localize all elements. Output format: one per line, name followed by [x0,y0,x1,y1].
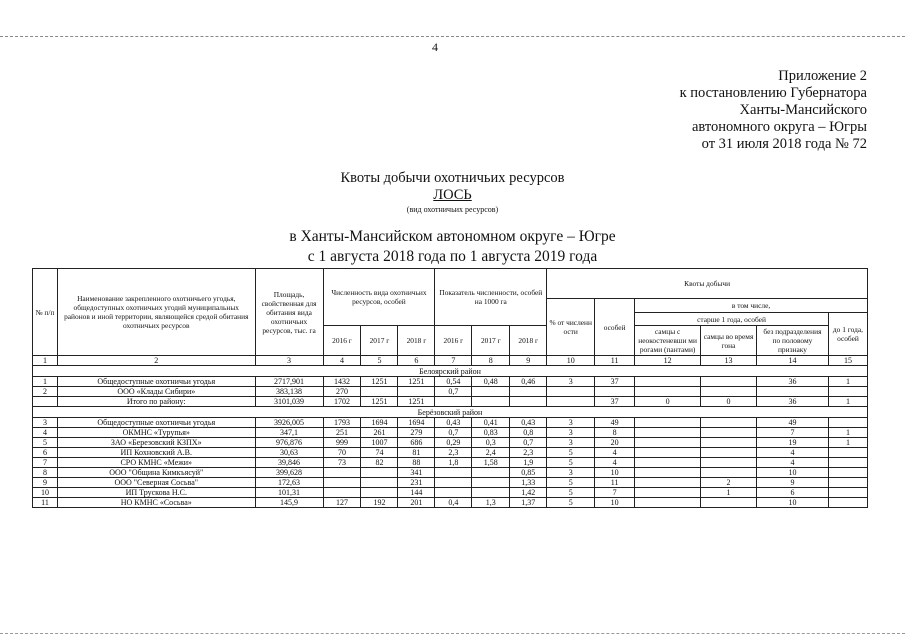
table-cell: 8 [33,468,58,478]
table-cell: 1 [828,377,867,387]
table-cell [635,438,701,448]
table-cell [472,397,510,407]
table-cell: 12 [635,356,701,366]
table-cell: 2717,901 [255,377,323,387]
table-cell: 0 [701,397,757,407]
table-cell [635,377,701,387]
table-cell [828,478,867,488]
table-cell: 7 [595,488,635,498]
table-cell: 4 [756,448,828,458]
table-cell: 1,37 [510,498,547,508]
table-cell: 0,7 [435,387,472,397]
table-cell [828,458,867,468]
table-cell: 9 [33,478,58,488]
table-cell [635,387,701,397]
table-cell: 49 [595,418,635,428]
table-cell [472,478,510,488]
table-cell [635,478,701,488]
section-row [33,366,868,377]
table-cell: ИП Трускова Н.С. [57,488,255,498]
table-cell: Итого по району: [57,397,255,407]
table-cell [323,488,361,498]
table-cell: 0,3 [472,438,510,448]
table-cell: ЗАО «Березовский КЗПХ» [57,438,255,448]
table-row [33,488,868,498]
table-cell: 36 [756,397,828,407]
table-cell [323,468,361,478]
table-cell [756,387,828,397]
table-cell: 82 [361,458,398,468]
table-cell [828,488,867,498]
header-males-horns: самцы с неокостеневши ми рогами (пантами) [635,326,701,356]
table-cell [547,387,595,397]
table-cell: 270 [323,387,361,397]
table-cell: 81 [398,448,435,458]
table-cell [701,498,757,508]
table-cell: 1793 [323,418,361,428]
table-cell [435,468,472,478]
table-cell: 5 [547,458,595,468]
header-including: в том числе, [635,299,868,313]
table-cell: 1007 [361,438,398,448]
table-cell [635,428,701,438]
table-cell [701,438,757,448]
table-cell: 1,42 [510,488,547,498]
table-cell [701,458,757,468]
table-cell [635,458,701,468]
table-cell: 3101,039 [255,397,323,407]
table-cell: 8 [472,356,510,366]
header-year-2016: 2016 г [435,326,472,356]
region-title: в Ханты-Мансийском автономном округе – Югре [289,228,616,245]
table-cell [701,448,757,458]
table-cell: 2 [57,356,255,366]
table-cell [828,387,867,397]
period-title: с 1 августа 2018 года по 1 августа 2019 года [307,248,598,265]
table-cell: 74 [361,448,398,458]
table-cell [701,387,757,397]
table-cell [435,397,472,407]
header-area: Площадь, свойственная для обитания вида охотничьих ресурсов, тыс. га [255,269,323,356]
table-cell: 0,83 [472,428,510,438]
table-cell: 5 [547,478,595,488]
header-year-2016: 2016 г [323,326,361,356]
table-cell: 976,876 [255,438,323,448]
table-cell: 347,1 [255,428,323,438]
table-cell: 0,48 [472,377,510,387]
table-cell: 5 [547,448,595,458]
table-cell: 1,3 [472,498,510,508]
table-cell: 2 [701,478,757,488]
table-cell: 0,43 [510,418,547,428]
table-cell: 399,628 [255,468,323,478]
species-name: ЛОСЬ [433,187,472,203]
table-row [33,428,868,438]
quota-table [32,268,868,508]
table-cell: 49 [756,418,828,428]
table-cell: 144 [398,488,435,498]
table-cell: 4 [595,458,635,468]
table-cell: 1251 [398,397,435,407]
table-cell: 0,29 [435,438,472,448]
table-cell [472,387,510,397]
table-cell: 10 [595,498,635,508]
table-cell: 3 [547,468,595,478]
table-cell [323,478,361,488]
table-cell: 0,54 [435,377,472,387]
table-cell: 3 [547,428,595,438]
table-cell: 4 [33,428,58,438]
table-cell: 0,8 [510,428,547,438]
document-title: Квоты добычи охотничьих ресурсов [340,170,565,186]
header-year-2017: 2017 г [472,326,510,356]
header-name: Наименование закрепленного охотничьего угодья, общедоступных охотничьих угодий муниципальных районов и иной территории, являющейся средой обитания охотничьих ресурсов [57,269,255,356]
table-cell: 30,63 [255,448,323,458]
table-cell: 88 [398,458,435,468]
table-cell: НО КМНС «Сосьва» [57,498,255,508]
table-cell [701,418,757,428]
table-cell: 10 [33,488,58,498]
table-cell: 0,4 [435,498,472,508]
table-cell: 1,8 [435,458,472,468]
table-cell: 101,31 [255,488,323,498]
table-cell: 39,846 [255,458,323,468]
table-cell: 1251 [398,377,435,387]
table-cell [595,387,635,397]
appendix-block [680,68,867,153]
header-males-rut: самцы во время гона [701,326,757,356]
table-cell: 1251 [361,397,398,407]
section-row [33,407,868,418]
table-cell: 7 [435,356,472,366]
table-cell [361,488,398,498]
column-number-row [33,356,868,366]
table-cell: 1 [828,428,867,438]
table-cell: ООО «Клады Сибири» [57,387,255,397]
appendix-line: к постановлению Губернатора [679,85,867,101]
table-cell: 3 [33,418,58,428]
appendix-line: от 31 июля 2018 года № 72 [701,136,867,152]
table-cell: 10 [547,356,595,366]
table-cell [701,428,757,438]
table-row [33,478,868,488]
section-title: Белоярский район [33,366,868,377]
table-cell [472,488,510,498]
table-cell: 4 [323,356,361,366]
table-cell: 3 [255,356,323,366]
table-cell: 0,7 [435,428,472,438]
table-cell: 201 [398,498,435,508]
header-individuals: особей [595,299,635,356]
table-cell [472,468,510,478]
table-cell: 1 [701,488,757,498]
table-cell: 1 [33,377,58,387]
table-cell [828,448,867,458]
table-cell: 4 [595,448,635,458]
header-density: Показатель численности, особей на 1000 га [435,269,547,326]
table-cell: 1694 [361,418,398,428]
table-cell: 9 [510,356,547,366]
total-row [33,397,868,407]
table-cell [361,478,398,488]
table-cell: Общедоступные охотничьи угодья [57,418,255,428]
table-cell: 9 [756,478,828,488]
header-year-2017: 2017 г [361,326,398,356]
table-cell: 6 [756,488,828,498]
table-cell: 192 [361,498,398,508]
table-cell: 251 [323,428,361,438]
table-cell: 73 [323,458,361,468]
table-cell: ИП Кохновский А.В. [57,448,255,458]
table-row [33,438,868,448]
table-cell: 0,7 [510,438,547,448]
table-cell: 5 [547,498,595,508]
table-cell [635,488,701,498]
table-cell: 10 [756,468,828,478]
table-cell [361,387,398,397]
header-year-2018: 2018 г [398,326,435,356]
table-cell: 5 [33,438,58,448]
section-title: Берёзовский район [33,407,868,418]
table-cell: 7 [33,458,58,468]
table-cell [510,387,547,397]
appendix-line: автономного округа – Югры [691,119,867,135]
table-row [33,387,868,397]
table-cell [701,468,757,478]
table-cell: 3 [547,418,595,428]
top-border-line [0,36,905,37]
species-caption: (вид охотничьих ресурсов) [406,205,499,214]
table-cell: 261 [361,428,398,438]
table-cell: 2,3 [435,448,472,458]
table-cell: 6 [33,448,58,458]
table-cell: 686 [398,438,435,448]
table-cell: 231 [398,478,435,488]
table-cell: 3926,005 [255,418,323,428]
header-year-2018: 2018 г [510,326,547,356]
table-cell: 11 [33,498,58,508]
table-cell [828,418,867,428]
table-cell: 172,63 [255,478,323,488]
table-cell: 7 [756,428,828,438]
header-percent: % от численн ости [547,299,595,356]
table-cell: 3 [547,438,595,448]
table-cell: 1702 [323,397,361,407]
table-cell: 4 [756,458,828,468]
table-cell: ООО "Община Кимкъясуй" [57,468,255,478]
table-cell [398,387,435,397]
appendix-line: Ханты-Мансийского [739,102,867,118]
table-cell [635,498,701,508]
table-cell: 3 [547,377,595,387]
header-under1: до 1 года, особей [828,313,867,356]
table-cell: 145,9 [255,498,323,508]
table-row [33,498,868,508]
table-cell: 14 [756,356,828,366]
table-cell: 383,138 [255,387,323,397]
table-cell: 70 [323,448,361,458]
table-cell: 19 [756,438,828,448]
table-cell: 6 [398,356,435,366]
header-no-sex: без подразделения по половому признаку [756,326,828,356]
table-cell: 5 [361,356,398,366]
table-cell: 37 [595,377,635,387]
table-cell [828,498,867,508]
appendix-line: Приложение 2 [778,68,867,84]
table-cell: 127 [323,498,361,508]
table-cell: 1432 [323,377,361,387]
table-cell: 10 [756,498,828,508]
table-row [33,468,868,478]
table-cell: 0 [635,397,701,407]
table-cell: 8 [595,428,635,438]
header-older: старше 1 года, особей [635,313,829,326]
table-cell: 279 [398,428,435,438]
table-row [33,448,868,458]
bottom-border-line [0,633,905,634]
table-cell [701,377,757,387]
table-cell [828,468,867,478]
table-cell: 11 [595,478,635,488]
table-cell: Общедоступные охотничьи угодья [57,377,255,387]
table-cell [547,397,595,407]
table-cell: ООО "Северная Сосьва" [57,478,255,488]
header-count: Численность вида охотничьих ресурсов, особей [323,269,435,326]
table-cell: 20 [595,438,635,448]
table-cell: 0,41 [472,418,510,428]
table-cell: ОКМНС «Турупья» [57,428,255,438]
table-cell [435,488,472,498]
table-cell: 2,3 [510,448,547,458]
table-cell: 15 [828,356,867,366]
table-cell: 2 [33,387,58,397]
table-cell [33,397,58,407]
header-num: № п/п [33,269,58,356]
table-cell: 1,9 [510,458,547,468]
table-cell: 341 [398,468,435,478]
table-cell: 37 [595,397,635,407]
table-cell: 11 [595,356,635,366]
table-cell: 0,43 [435,418,472,428]
table-cell [435,478,472,488]
table-cell: 1 [33,356,58,366]
page-number: 4 [432,40,438,54]
table-cell: 0,85 [510,468,547,478]
table-cell [635,448,701,458]
table-cell: 1 [828,397,867,407]
table-cell: 1251 [361,377,398,387]
table-cell: 10 [595,468,635,478]
header-quota: Квоты добычи [547,269,868,299]
table-cell: 0,46 [510,377,547,387]
table-cell: 1,58 [472,458,510,468]
table-cell [510,397,547,407]
table-cell: 13 [701,356,757,366]
table-cell: 1,33 [510,478,547,488]
table-cell: 2,4 [472,448,510,458]
table-cell [361,468,398,478]
table-body [33,356,868,508]
table-cell: 999 [323,438,361,448]
table-cell: 1694 [398,418,435,428]
table-cell [635,468,701,478]
table-cell: СРО КМНС «Межи» [57,458,255,468]
table-row [33,458,868,468]
table-cell: 1 [828,438,867,448]
table-row [33,377,868,387]
table-cell: 36 [756,377,828,387]
table-row [33,418,868,428]
table-cell: 5 [547,488,595,498]
table-cell [635,418,701,428]
